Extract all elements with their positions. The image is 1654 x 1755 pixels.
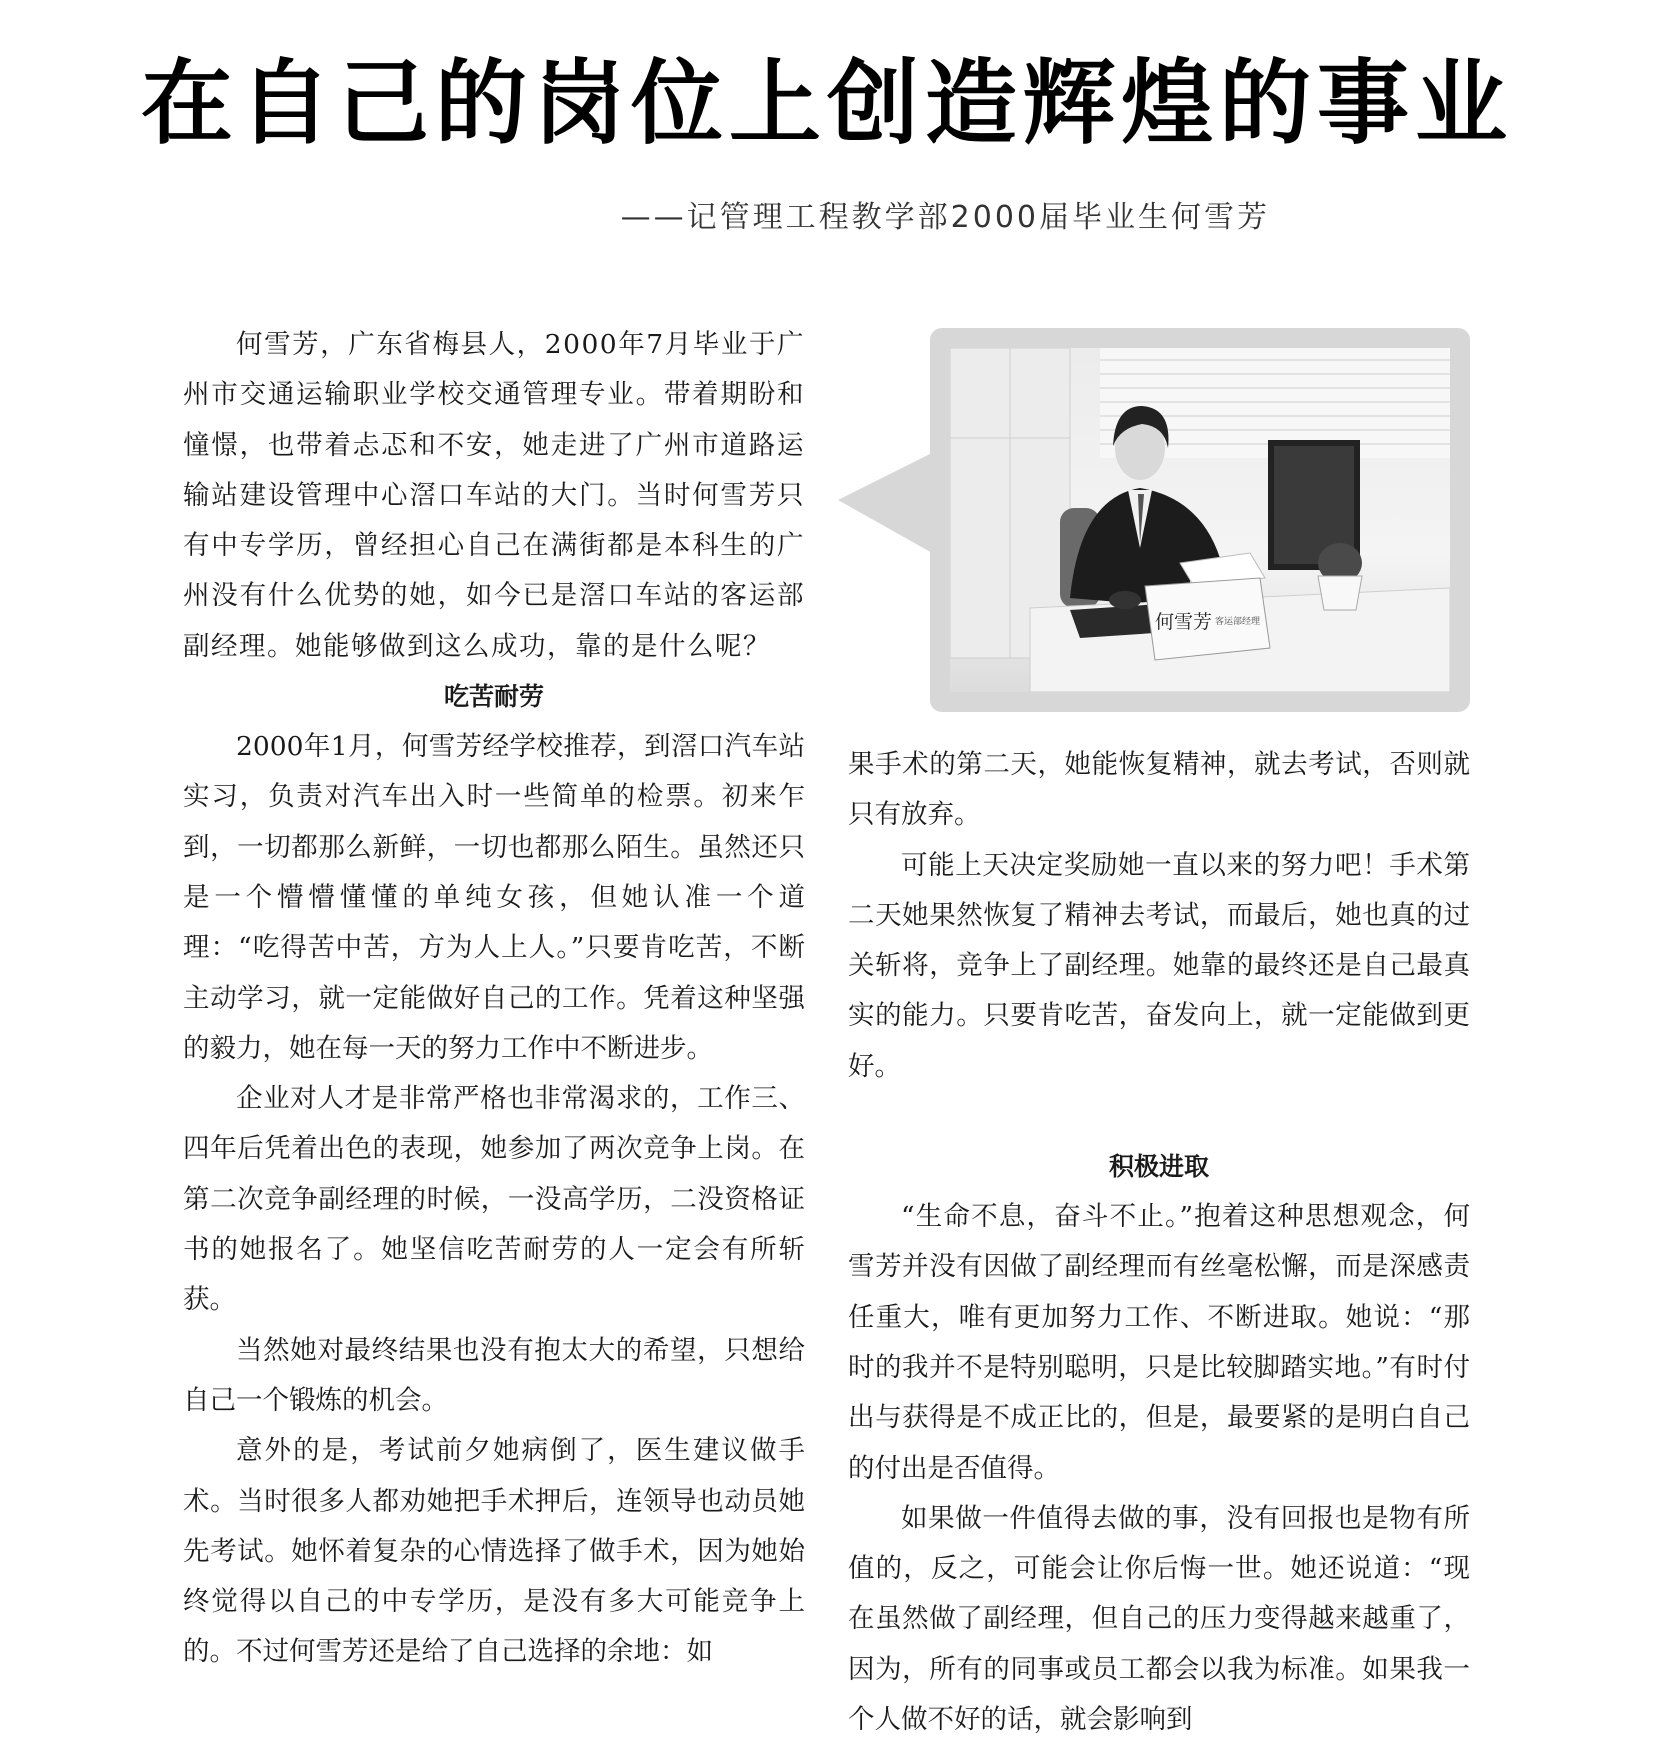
right-column [848, 740, 1470, 1745]
body-paragraph: 意外的是，考试前夕她病倒了，医生建议做手术。当时很多人都劝她把手术押后，连领导也动员她先考试。她怀着复杂的心情选择了做手术，因为她始终觉得以自己的中专学历，是没有多大可能竞争上的。不过何雪芳还是给了自己选择的余地：如 [183, 1435, 805, 1668]
left-column [183, 320, 805, 1678]
mouse [1109, 591, 1141, 609]
office-scene-illustration [950, 348, 1450, 692]
intro-block [183, 320, 805, 672]
portrait-photo [950, 348, 1450, 692]
intro-paragraph: 何雪芳，广东省梅县人，2000年7月毕业于广州市交通运输职业学校交通管理专业。带着期盼和憧憬，也带着忐忑和不安，她走进了广州市道路运输站建设管理中心滘口车站的大门。当时何雪芳只有中专学历，曾经担心自己在满街都是本科生的广州没有什么优势的她，如今已是滘口车站的客运部副经理。她能够做到这么成功，靠的是什么呢？ [183, 329, 805, 662]
photo-callout [838, 328, 1472, 712]
body-paragraph: 当然她对最终结果也没有抱太大的希望，只想给自己一个锻炼的机会。 [183, 1334, 805, 1416]
nameplate-title: 客运部经理 [1215, 617, 1261, 627]
section-heading-hard-work: 吃苦耐劳 [443, 682, 544, 712]
nameplate [1145, 578, 1270, 660]
body-paragraph-continued: 果手术的第二天，她能恢复精神，就去考试，否则就只有放弃。 [848, 749, 1470, 831]
article-title: 在自己的岗位上创造辉煌的事业 [140, 50, 1513, 157]
body-paragraph: 可能上天决定奖励她一直以来的努力吧！手术第二天她果然恢复了精神去考试，而最后，她也真的过关斩将，竞争上了副经理。她靠的最终还是自己最真实的能力。只要肯吃苦，奋发向上，就一定能做到更好。 [848, 849, 1470, 1082]
body-paragraph: 如果做一件值得去做的事，没有回报也是物有所值的，反之，可能会让你后悔一世。她还说道：“现在虽然做了副经理，但自己的压力变得越来越重了，因为，所有的同事或员工都会以我为标准。如果我一个人做不好的话，就会影响到 [848, 1502, 1470, 1736]
plant-pot [1318, 576, 1362, 610]
body-paragraph: 2000年1月，何雪芳经学校推荐，到滘口汽车站实习，负责对汽车出入时一些简单的检票。初来乍到，一切都那么新鲜，一切也都那么陌生。虽然还只是一个懵懵懂懂的单纯女孩，但她认准一个道理：“吃得苦中苦，方为人上人。”只要肯吃苦，不断主动学习，就一定能做好自己的工作。凭着这种坚强的毅力，她在每一天的努力工作中不断进步。 [183, 731, 805, 1064]
body-paragraph: 企业对人才是非常严格也非常渴求的，工作三、四年后凭着出色的表现，她参加了两次竞争上岗。在第二次竞争副经理的时候，一没高学历，二没资格证书的她报名了。她坚信吃苦耐劳的人一定会有所斩获。 [183, 1083, 805, 1316]
nameplate-name: 何雪芳 [1155, 611, 1213, 633]
body-paragraph: “生命不息，奋斗不止。”抱着这种思想观念，何雪芳并没有因做了副经理而有丝毫松懈，而是深感责任重大，唯有更加努力工作、不断进取。她说：“那时的我并不是特别聪明，只是比较脚踏实地。”有时付出与获得是不成正比的，但是，最要紧的是明白自己的付出是否值得。 [848, 1201, 1470, 1484]
section-heading-enterprising: 积极进取 [1108, 1152, 1209, 1182]
callout-tail [838, 452, 934, 554]
article-subtitle: ——记管理工程教学部2000届毕业生何雪芳 [620, 200, 1270, 235]
